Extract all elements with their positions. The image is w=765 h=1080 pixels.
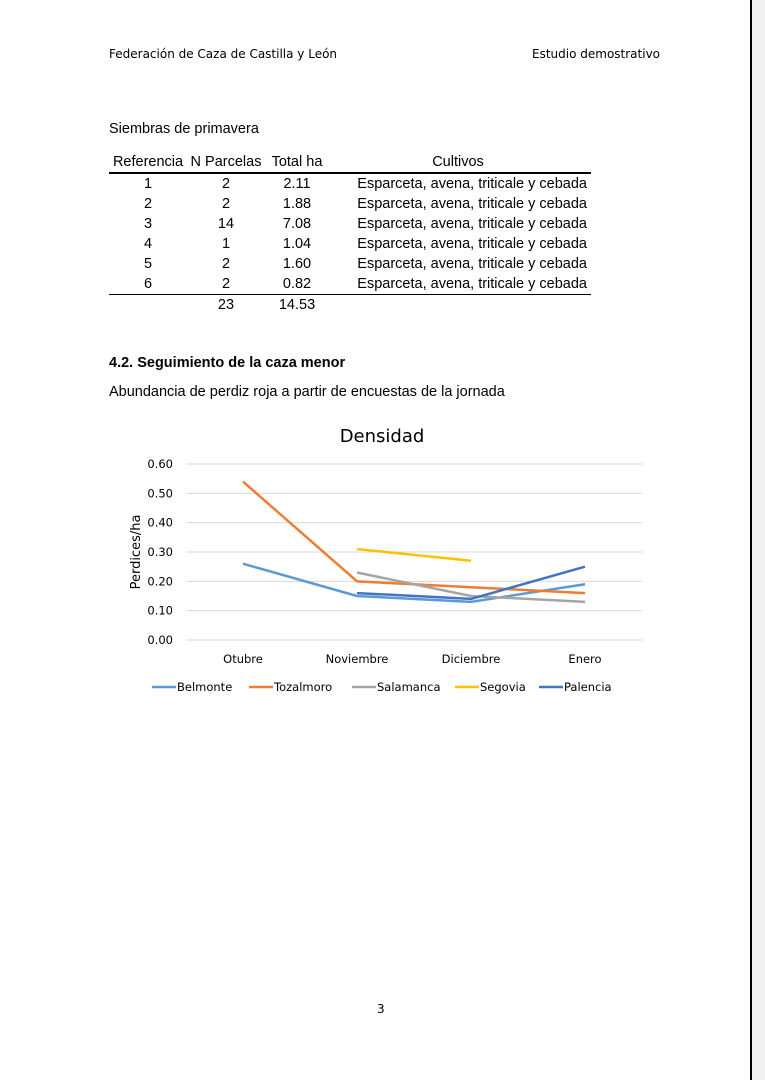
- x-tick-label: Enero: [568, 652, 602, 666]
- total-cell: 23: [217, 297, 235, 313]
- table-cell: 2: [143, 196, 153, 212]
- y-tick-label: 0.20: [147, 574, 173, 589]
- x-tick-label: Diciembre: [441, 652, 501, 666]
- table-cell: 1.60: [282, 256, 312, 272]
- y-tick-label: 0.10: [147, 603, 173, 618]
- table-cell: 3: [143, 216, 153, 232]
- legend-label: Belmonte: [177, 680, 233, 694]
- legend-label: Segovia: [480, 680, 526, 694]
- section-heading: 4.2. Seguimiento de la caza menor: [109, 355, 346, 371]
- table-cell: 0.82: [265, 274, 329, 295]
- table-title: Siembras de primavera: [109, 121, 259, 137]
- x-tick-label: Noviembre: [325, 652, 389, 666]
- total-cell: 14.53: [278, 297, 316, 313]
- legend-item-segovia: [455, 680, 526, 694]
- header-right: Estudio demostrativo: [532, 47, 661, 61]
- table-cell: 1: [221, 236, 231, 252]
- table-cell: 1: [143, 176, 153, 192]
- table-cell: Esparceta, avena, triticale y cebada: [329, 274, 591, 295]
- legend-label: Tozalmoro: [274, 680, 333, 694]
- y-tick-label: 0.40: [147, 515, 173, 530]
- col-header: N Parcelas: [187, 152, 265, 173]
- y-tick-label: 0.00: [147, 633, 173, 647]
- section-text: Abundancia de perdiz roja a partir de encuestas de la jornada: [109, 384, 505, 400]
- table-cell: 14: [217, 216, 235, 232]
- table-cell: Esparceta, avena, triticale y cebada: [357, 256, 587, 272]
- series-line-segovia: [357, 549, 471, 561]
- table-cell: 2: [221, 256, 231, 272]
- series-line-tozalmoro: [243, 482, 585, 593]
- table-cell: 2.11: [283, 176, 311, 192]
- y-tick-label: 0.60: [147, 457, 173, 471]
- table-cell: Esparceta, avena, triticale y cebada: [357, 216, 587, 232]
- table-cell: Esparceta, avena, triticale y cebada: [357, 236, 587, 252]
- table-cell: Esparceta, avena, triticale y cebada: [357, 176, 587, 192]
- table-cell: Esparceta, avena, triticale y cebada: [357, 196, 587, 212]
- y-tick-label: 0.30: [147, 545, 173, 559]
- y-axis-label: Perdices/ha: [129, 514, 144, 590]
- table-cell: 6: [109, 274, 187, 295]
- y-tick-label: 0.50: [147, 486, 173, 501]
- header-left: Federación de Caza de Castilla y León: [109, 47, 338, 61]
- legend-item-salamanca: [352, 680, 441, 694]
- table-cell: 4: [143, 236, 153, 252]
- table-cell: 5: [143, 256, 153, 272]
- table-cell: 2: [221, 176, 231, 192]
- legend-label: Salamanca: [377, 680, 441, 694]
- chart-title: Densidad: [339, 426, 425, 447]
- legend-item-belmonte: [152, 680, 232, 694]
- col-header: Referencia: [109, 152, 187, 173]
- table-cell: 1.04: [282, 236, 312, 252]
- table-cell: 7.08: [282, 216, 312, 232]
- table-cell: 2: [187, 274, 265, 295]
- col-header: Cultivos: [329, 152, 591, 173]
- legend-item-tozalmoro: [249, 680, 332, 694]
- col-header: Total ha: [265, 152, 329, 173]
- legend-label: Palencia: [564, 680, 612, 694]
- page-number: 3: [377, 1002, 385, 1016]
- table-cell: 2: [221, 196, 231, 212]
- table-cell: 1.88: [282, 196, 312, 212]
- legend-item-palencia: [539, 680, 612, 694]
- x-tick-label: Otubre: [223, 652, 263, 666]
